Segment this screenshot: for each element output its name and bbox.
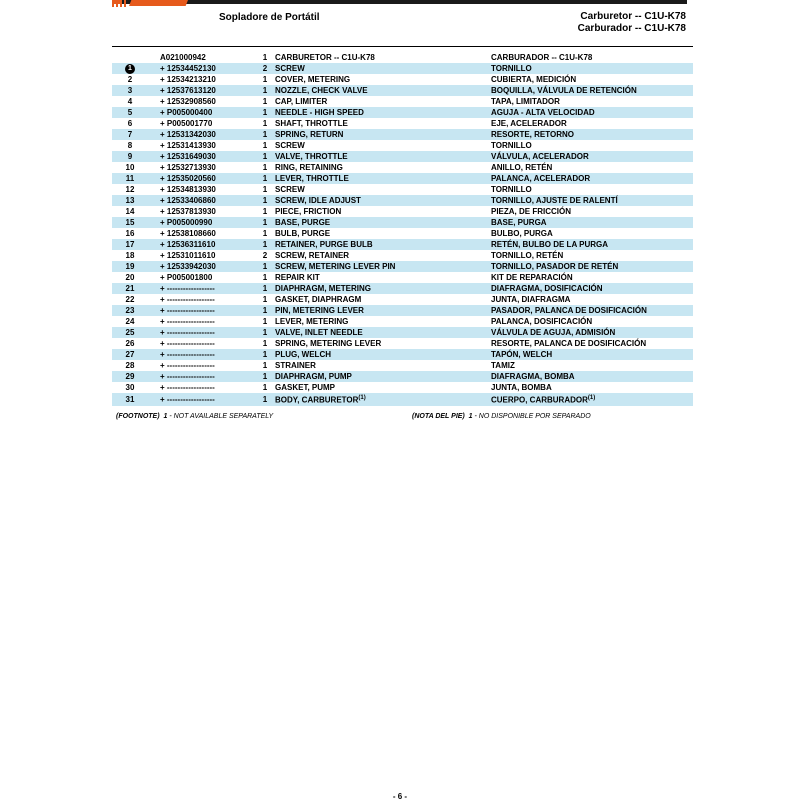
part-number-cell: + 12534213210 [160, 75, 216, 84]
description-en-text: SCREW [275, 185, 305, 194]
description-es-cell [491, 206, 693, 217]
description-en-text: SPRING, RETURN [275, 130, 344, 139]
description-en-text: COVER, METERING [275, 75, 351, 84]
description-es-cell [491, 239, 693, 250]
table-row [112, 107, 693, 118]
description-en-cell [275, 294, 491, 305]
table-row [112, 261, 693, 272]
footnote-es-label: (NOTA DEL PIE) [412, 413, 465, 420]
description-es-cell [491, 107, 693, 118]
qty-cell: 1 [255, 217, 275, 228]
description-es-cell [491, 272, 693, 283]
table-row [112, 338, 693, 349]
page-number: - 6 - [392, 792, 408, 801]
parts-table [112, 52, 693, 406]
table-row [112, 305, 693, 316]
ref-cell: 26 [125, 339, 135, 348]
table-row [112, 250, 693, 261]
description-es-cell [491, 338, 693, 349]
table-row [112, 129, 693, 140]
description-en-cell [275, 96, 491, 107]
description-es-text: PASADOR, PALANCA DE DOSIFICACIÓN [491, 306, 647, 315]
description-es-cell [491, 140, 693, 151]
qty-cell: 1 [255, 349, 275, 360]
ref-circle-badge: 1 [125, 64, 135, 74]
description-en-text: LEVER, THROTTLE [275, 174, 349, 183]
part-number-cell: + 12534452130 [148, 63, 255, 74]
description-en-cell [275, 173, 491, 184]
table-row [112, 173, 693, 184]
qty-cell: 1 [255, 261, 275, 272]
description-es-text: JUNTA, DIAFRAGMA [491, 295, 571, 304]
ref-cell: 29 [112, 371, 148, 382]
part-number-cell: + 12531342030 [148, 129, 255, 140]
description-es-cell [491, 283, 693, 294]
header-bar [112, 0, 687, 4]
ref-cell: 31 [112, 393, 148, 406]
description-es-cell [491, 250, 693, 261]
qty-cell: 1 [255, 371, 275, 382]
qty-cell: 1 [262, 295, 268, 304]
table-row [112, 393, 693, 406]
part-number-cell: + P005000990 [148, 217, 255, 228]
description-es-cell [491, 118, 693, 129]
description-en-cell [275, 195, 491, 206]
ref-cell: 2 [127, 75, 133, 84]
description-es-text: TORNILLO [491, 141, 532, 150]
description-en-cell [275, 228, 491, 239]
part-number-cell: + ------------------ [148, 327, 255, 338]
ref-cell: 9 [112, 151, 148, 162]
description-en-text: RETAINER, PURGE BULB [275, 240, 373, 249]
description-en-text: NOZZLE, CHECK VALVE [275, 86, 368, 95]
ref-cell: 24 [125, 317, 135, 326]
description-es-cell [491, 184, 693, 195]
description-en-text: BODY, CARBURETOR [275, 395, 359, 405]
qty-cell: 1 [255, 151, 275, 162]
qty-cell: 1 [262, 75, 268, 84]
description-en-text: RING, RETAINING [275, 163, 343, 172]
description-es-text: RETÉN, BULBO DE LA PURGA [491, 240, 609, 249]
qty-cell: 1 [255, 107, 275, 118]
qty-cell: 1 [262, 339, 268, 348]
part-number-cell: + ------------------ [160, 317, 215, 326]
ref-cell: 5 [112, 107, 148, 118]
description-en-text: NEEDLE - HIGH SPEED [275, 108, 364, 117]
description-es-text: VÁLVULA DE AGUJA, ADMISIÓN [491, 328, 616, 337]
description-es-cell [491, 371, 693, 382]
ref-cell: 18 [125, 251, 135, 260]
description-es-cell [491, 217, 693, 228]
description-es-text: PALANCA, ACELERADOR [491, 174, 591, 183]
ref-cell: 8 [127, 141, 133, 150]
description-es-cell [491, 85, 693, 96]
ref-cell: 14 [125, 207, 135, 216]
part-number-cell: + 12535020560 [148, 173, 255, 184]
part-number-cell: + 12531011610 [160, 251, 216, 260]
description-en-text: PIECE, FRICTION [275, 207, 342, 216]
logo-stripes [112, 0, 128, 7]
qty-cell: 1 [255, 305, 275, 316]
part-number-cell: + 12532908560 [160, 97, 216, 106]
table-row [112, 382, 693, 393]
qty-cell: 1 [262, 163, 268, 172]
description-en-cell [275, 129, 491, 140]
description-en-text: SHAFT, THROTTLE [275, 119, 348, 128]
description-en-cell [275, 184, 491, 195]
table-row [112, 162, 693, 173]
table-row [112, 272, 693, 283]
description-en-cell: CARBURETOR -- C1U-K78 [275, 53, 375, 62]
qty-cell: 1 [262, 229, 268, 238]
description-en-cell [275, 261, 491, 272]
table-top-rule [112, 46, 693, 47]
description-es-cell [491, 327, 693, 338]
description-en-cell [275, 360, 491, 371]
part-number-cell: + 12533942030 [148, 261, 255, 272]
footnote-marker: (1) [587, 395, 596, 401]
description-en-text: VALVE, THROTTLE [275, 152, 348, 161]
description-es-cell [491, 173, 693, 184]
description-en-text: GASKET, DIAPHRAGM [275, 295, 362, 304]
description-en-text: SCREW [275, 141, 305, 150]
qty-cell: 1 [262, 383, 268, 392]
ref-cell: 28 [125, 361, 135, 370]
description-en-text: SCREW, IDLE ADJUST [275, 196, 361, 205]
part-number-cell: + 12537813930 [160, 207, 216, 216]
ref-cell: 16 [125, 229, 135, 238]
ref-cell: 25 [112, 327, 148, 338]
qty-cell: 1 [262, 361, 268, 370]
qty-cell: 1 [255, 173, 275, 184]
footnote-es [412, 413, 591, 420]
part-number-cell: + 12532713930 [160, 163, 216, 172]
description-es-cell: CARBURADOR -- C1U-K78 [491, 53, 593, 62]
table-row [112, 349, 693, 360]
table-row [112, 294, 693, 305]
description-es-cell [491, 305, 693, 316]
description-en-text: DIAPHRAGM, METERING [275, 284, 371, 293]
table-row [112, 316, 693, 327]
table-row [112, 217, 693, 228]
description-en-cell [275, 305, 491, 316]
table-row [112, 85, 693, 96]
table-row [112, 360, 693, 371]
qty-cell: 1 [255, 327, 275, 338]
ref-cell: 11 [112, 173, 148, 184]
description-es-text: EJE, ACELERADOR [491, 119, 567, 128]
table-row [112, 184, 693, 195]
description-en-text: STRAINER [275, 361, 316, 370]
table-row [112, 151, 693, 162]
qty-cell: 1 [255, 85, 275, 96]
description-en-cell [275, 206, 491, 217]
description-es-text: RESORTE, RETORNO [491, 130, 574, 139]
description-en-cell [275, 338, 491, 349]
description-en-cell [275, 316, 491, 327]
qty-cell: 1 [255, 239, 275, 250]
description-en-text: BASE, PURGE [275, 218, 331, 227]
ref-cell: 23 [112, 305, 148, 316]
description-en-cell [275, 327, 491, 338]
table-row [112, 228, 693, 239]
description-es-text: JUNTA, BOMBA [491, 383, 552, 392]
description-es-cell [491, 228, 693, 239]
description-es-cell [491, 382, 693, 393]
description-en-cell [275, 382, 491, 393]
section-title-es: Carburador -- C1U-K78 [577, 23, 686, 34]
description-es-text: RESORTE, PALANCA DE DOSIFICACIÓN [491, 339, 647, 348]
brand-logo [112, 0, 188, 7]
table-row [112, 327, 693, 338]
part-number-cell: A021000942 [160, 53, 206, 62]
footnote-en [116, 413, 273, 420]
table-row [112, 206, 693, 217]
qty-cell: 1 [262, 185, 268, 194]
ref-cell: 17 [112, 239, 148, 250]
table-row [112, 74, 693, 85]
part-number-cell: + ------------------ [160, 339, 215, 348]
part-number-cell: + ------------------ [148, 393, 255, 406]
description-en-text: CAP, LIMITER [275, 97, 328, 106]
logo-mark [129, 0, 188, 6]
section-title-en: Carburetor -- C1U-K78 [580, 11, 686, 22]
part-number-cell: + ------------------ [148, 283, 255, 294]
description-en-text: SCREW, RETAINER [275, 251, 350, 260]
description-en-cell [275, 371, 491, 382]
part-number-cell: + ------------------ [148, 371, 255, 382]
description-es-text: TORNILLO [491, 185, 532, 194]
description-en-cell [275, 283, 491, 294]
qty-cell: 1 [262, 207, 268, 216]
qty-cell: 1 [255, 195, 275, 206]
description-es-text: CUBIERTA, MEDICIÓN [491, 75, 577, 84]
table-row [112, 63, 693, 74]
description-es-text: PALANCA, DOSIFICACIÓN [491, 317, 593, 326]
description-es-text: PIEZA, DE FRICCIÓN [491, 207, 572, 216]
ref-cell: 13 [112, 195, 148, 206]
qty-cell: 1 [262, 97, 268, 106]
description-es-text: TAMIZ [491, 361, 515, 370]
description-es-cell [491, 151, 693, 162]
part-number-cell: + 12537613120 [148, 85, 255, 96]
ref-cell: 22 [125, 295, 135, 304]
description-en-cell [275, 250, 491, 261]
qty-cell: 1 [255, 393, 275, 406]
description-en-cell [275, 393, 491, 406]
footnote-es-number: 1 [468, 413, 473, 420]
ref-cell [112, 63, 148, 74]
ref-cell: 27 [112, 349, 148, 360]
ref-cell: 10 [125, 163, 135, 172]
ref-cell: 19 [112, 261, 148, 272]
description-en-cell [275, 107, 491, 118]
description-es-cell [491, 96, 693, 107]
ref-cell: 4 [127, 97, 133, 106]
description-en-cell [275, 239, 491, 250]
description-es-cell [491, 129, 693, 140]
description-en-cell [275, 217, 491, 228]
part-number-cell: + ------------------ [160, 295, 215, 304]
ref-cell: 20 [125, 273, 135, 282]
table-row [112, 195, 693, 206]
table-row [112, 118, 693, 129]
description-es-cell [491, 294, 693, 305]
description-es-text: TORNILLO [491, 64, 532, 73]
section-title [578, 11, 686, 35]
ref-cell: 30 [125, 383, 135, 392]
description-es-text: TORNILLO, PASADOR DE RETÉN [491, 262, 619, 271]
description-es-text: DIAFRAGMA, DOSIFICACIÓN [491, 284, 603, 293]
ref-cell [112, 52, 148, 63]
description-es-text: TAPA, LIMITADOR [491, 97, 560, 106]
qty-cell: 1 [262, 119, 268, 128]
description-en-cell [275, 151, 491, 162]
description-es-cell [491, 162, 693, 173]
qty-cell: 1 [262, 273, 268, 282]
description-es-cell [491, 195, 693, 206]
description-en-cell [275, 140, 491, 151]
description-en-text: PIN, METERING LEVER [275, 306, 364, 315]
footnote-es-text: - NO DISPONIBLE POR SEPARADO [474, 413, 591, 420]
qty-cell: 1 [255, 283, 275, 294]
description-es-cell [491, 63, 693, 74]
description-en-text: BULB, PURGE [275, 229, 331, 238]
table-row [112, 239, 693, 250]
footnote-en-text: - NOT AVAILABLE SEPARATELY [169, 413, 274, 420]
description-es-text: DIAFRAGMA, BOMBA [491, 372, 575, 381]
description-en-cell [275, 349, 491, 360]
description-es-cell [491, 360, 693, 371]
description-es-text: BULBO, PURGA [491, 229, 553, 238]
description-en-text: VALVE, INLET NEEDLE [275, 328, 363, 337]
table-row [112, 283, 693, 294]
description-es-text: AGUJA - ALTA VELOCIDAD [491, 108, 595, 117]
part-number-cell: + P005001800 [160, 273, 213, 282]
table-row [112, 140, 693, 151]
description-en-cell [275, 63, 491, 74]
part-number-cell: + ------------------ [148, 349, 255, 360]
description-en-cell [275, 85, 491, 96]
description-en-text: SPRING, METERING LEVER [275, 339, 382, 348]
description-es-text: BASE, PURGA [491, 218, 547, 227]
ref-cell: 3 [112, 85, 148, 96]
ref-cell: 15 [112, 217, 148, 228]
ref-cell: 7 [112, 129, 148, 140]
part-number-cell: + 12531413930 [160, 141, 216, 150]
description-es-text: TORNILLO, AJUSTE DE RALENTÍ [491, 196, 618, 205]
description-en-text: LEVER, METERING [275, 317, 349, 326]
description-es-text: BOQUILLA, VÁLVULA DE RETENCIÓN [491, 86, 637, 95]
footnote-en-label: (FOOTNOTE) [116, 413, 160, 420]
part-number-cell: + 12536311610 [148, 239, 255, 250]
description-en-text: SCREW, METERING LEVER PIN [275, 262, 396, 271]
part-number-cell: + ------------------ [160, 361, 215, 370]
ref-cell: 6 [127, 119, 133, 128]
qty-cell: 1 [262, 53, 268, 62]
qty-cell: 1 [262, 317, 268, 326]
description-es-text: TAPÓN, WELCH [491, 350, 553, 359]
part-number-cell: + ------------------ [160, 383, 215, 392]
qty-cell: 1 [262, 141, 268, 150]
footnote-en-number: 1 [163, 413, 168, 420]
ref-cell: 21 [112, 283, 148, 294]
description-en-text: GASKET, PUMP [275, 383, 336, 392]
table-row [112, 371, 693, 382]
qty-cell: 2 [255, 63, 275, 74]
part-number-cell: + 12533406860 [148, 195, 255, 206]
description-en-text: PLUG, WELCH [275, 350, 331, 359]
part-number-cell: + 12534813930 [160, 185, 216, 194]
description-es-cell [491, 349, 693, 360]
description-en-cell [275, 74, 491, 85]
description-en-cell [275, 118, 491, 129]
description-es-cell [491, 74, 693, 85]
description-es-text: VÁLVULA, ACELERADOR [491, 152, 589, 161]
description-es-cell [491, 393, 693, 406]
description-en-text: REPAIR KIT [275, 273, 320, 282]
description-en-cell [275, 162, 491, 173]
description-es-cell [491, 261, 693, 272]
footnote-marker: (1) [358, 395, 366, 401]
description-en-text: SCREW [275, 64, 305, 73]
description-en-cell [275, 272, 491, 283]
description-es-text: ANILLO, RETÉN [491, 163, 553, 172]
part-number-cell: + P005000400 [148, 107, 255, 118]
part-number-cell: + ------------------ [148, 305, 255, 316]
ref-cell: 12 [125, 185, 135, 194]
description-es-text: TORNILLO, RETÉN [491, 251, 564, 260]
description-es-cell [491, 316, 693, 327]
part-number-cell: + P005001770 [160, 119, 213, 128]
part-number-cell: + 12531649030 [148, 151, 255, 162]
table-row [112, 96, 693, 107]
description-en-text: DIAPHRAGM, PUMP [275, 372, 352, 381]
description-es-text: KIT DE REPARACIÓN [491, 273, 573, 282]
qty-cell: 1 [255, 129, 275, 140]
qty-cell: 2 [262, 251, 268, 260]
part-number-cell: + 12538108660 [160, 229, 216, 238]
description-es-text: CUERPO, CARBURADOR [491, 395, 588, 405]
assembly-row [112, 52, 693, 63]
product-title: Sopladore de Portátil [219, 12, 320, 23]
